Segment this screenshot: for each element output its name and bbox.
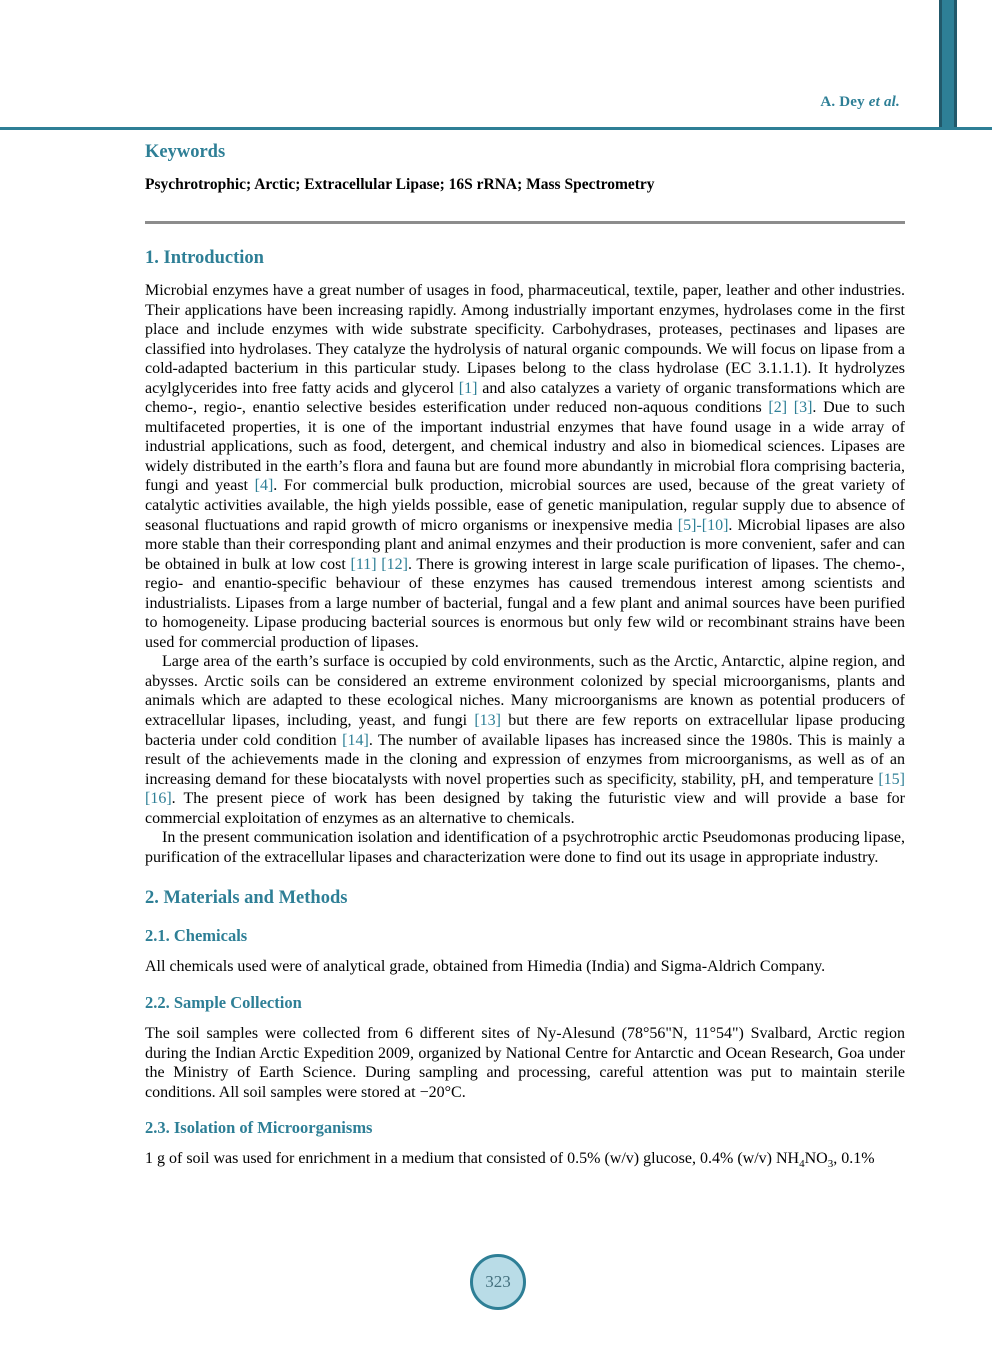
section-divider bbox=[145, 221, 905, 224]
running-head-author: A. Dey bbox=[820, 94, 869, 110]
methods-heading: 2. Materials and Methods bbox=[145, 888, 348, 909]
isolation-heading: 2.3. Isolation of Microorganisms bbox=[145, 1118, 373, 1138]
keywords-heading: Keywords bbox=[145, 142, 226, 162]
page-number-badge bbox=[470, 1254, 526, 1310]
citation-link[interactable]: [15] [16] bbox=[145, 770, 905, 808]
running-head-etal: et al. bbox=[868, 94, 900, 110]
sample-collection-heading: 2.2. Sample Collection bbox=[145, 992, 302, 1012]
intro-paragraph-2: Large area of the earth’s surface is occupied by cold environments, such as the Arctic, Antarctic, alpine region, and abysses. Arctic soils can be considered an extreme environment colonized by special microorganisms, plants and animals which are adapted to these ecological niches. Many microorganisms are known as potential producers of extracellular lipases, including, yeast, and fungi [13] but there are few reports on extracellular lipase producing bacteria under cold condition [14]. The number of available lipases has increased since the 1980s. This is mainly a result of the achievements made in the cloning and expression of enzymes from microorganisms, as well as of an increasing demand for these biocatalysts with novel properties such as specificity, stability, pH, and temperature [15] [16]. The present piece of work has been designed by taking the futuristic view and will provide a base for commercial exploitation of enzymes as an alternative to chemicals. bbox=[145, 653, 906, 827]
sample-collection-text: The soil samples were collected from 6 different sites of Ny-Alesund (78°56"N, 11°54") Svalbard, Arctic region during the Indian Arctic Expedition 2009, organized by National Centre for Antarctic and Ocean Research, Goa under the Ministry of Earth Science. During sampling and processing, careful attention was put to maintain sterile conditions. All soil samples were stored at −20°C. bbox=[145, 1024, 905, 1101]
header-accent-bar bbox=[939, 0, 957, 130]
isolation-text: 1 g of soil was used for enrichment in a medium that consisted of 0.5% (w/v) glucose, 0.4% (w/v) $NH_4NO_3$, 0.1% bbox=[145, 1150, 875, 1171]
header-rule bbox=[0, 127, 992, 130]
intro-paragraph-1: Microbial enzymes have a great number of usages in food, pharmaceutical, textile, paper, leather and other industries. Their applications have been increasing rapidly. Among industrially important enzymes, hydrolases come in the first place and include enzymes with wide substrate specificity. Carbohydrases, proteases, pectinases and lipases are classified into hydrolases. They catalyze the hydrolysis of natural organic compounds. We will focus on lipase from a cold-adapted bacterium in this particular study. Lipases belong to the class hydrolase (EC 3.1.1.1). It hydrolyzes acylglycerides into free fatty acids and glycerol [1] and also catalyzes a variety of organic transformations which are chemo-, regio-, enantio selective besides esterification under reduced non-aquous conditions [2] [3]. Due to such multifaceted properties, it is one of the important industrial enzymes that have found usage in a wide array of industrial applications, such as food, detergent, and chemical industry and also in biomedical sciences. Lipases are widely distributed in the earth’s flora and fauna but are found more abundantly in microbial flora comprising bacteria, fungi and yeast [4]. For commercial bulk production, microbial sources are used, because of the great variety of catalytic activities available, the high yields possible, ease of genetic manipulation, regular supply due to absence of seasonal fluctuations and rapid growth of micro organisms or inexpensive media [5]-[10]. Microbial lipases are also more stable than their corresponding plant and animal enzymes and their production is more convenient, safer and can be obtained in bulk at low cost [11] [12]. There is growing interest in large scale purification of lipases. The chemo-, regio- and enantio-specific behaviour of these enzymes has caused tremendous interest among scientists and industrialists. Lipases from a large number of bacterial, fungal and a few plant and animal sources have been purified to homogeneity. Lipase producing bacterial sources is enormous but only few wild or recombinant strains have been used for commercial production of lipases. bbox=[145, 282, 906, 651]
intro-paragraph-3: In the present communication isolation and identification of a psychrotrophic arctic Pseudomonas producing lipase, purification of the extracellular lipases and characterization were done to find out its usage in appropriate industry. bbox=[145, 829, 905, 866]
citation-link[interactable]: [5]-[10] bbox=[677, 516, 729, 534]
intro-heading: 1. Introduction bbox=[145, 248, 264, 268]
citation-link[interactable]: [14] bbox=[342, 731, 369, 749]
subscript-text: 4 bbox=[799, 1158, 805, 1171]
citation-link[interactable]: [1] bbox=[458, 379, 478, 397]
keywords-text: Psychrotrophic; Arctic; Extracellular Lipase; 16S rRNA; Mass Spectrometry bbox=[145, 176, 655, 193]
chemicals-text: All chemicals used were of analytical grade, obtained from Himedia (India) and Sigma-Aldrich Company. bbox=[145, 958, 826, 976]
citation-link[interactable]: [2] [3] bbox=[768, 399, 813, 417]
chemicals-heading: 2.1. Chemicals bbox=[145, 926, 248, 946]
page-number: 323 bbox=[485, 1272, 511, 1291]
subscript-text: 3 bbox=[827, 1158, 834, 1171]
citation-link[interactable]: [4] bbox=[254, 477, 274, 495]
article-body bbox=[145, 141, 905, 1169]
citation-link[interactable]: [11] [12] bbox=[350, 555, 408, 573]
citation-link[interactable]: [13] bbox=[474, 712, 501, 730]
running-head bbox=[820, 94, 900, 111]
